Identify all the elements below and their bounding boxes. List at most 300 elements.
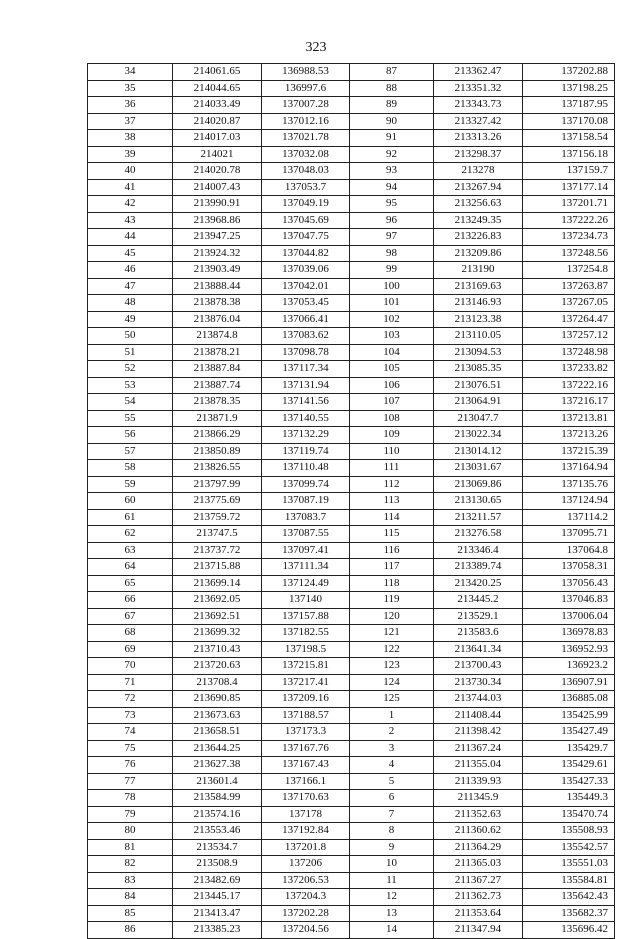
point-number-cell: 116	[350, 542, 434, 559]
x-coordinate-cell: 211367.24	[434, 740, 523, 757]
x-coordinate-cell: 213710.43	[173, 641, 262, 658]
y-coordinate-cell: 137264.47	[523, 311, 615, 328]
y-coordinate-cell: 136907.91	[523, 674, 615, 691]
x-coordinate-cell: 213874.8	[173, 328, 262, 345]
point-number-cell: 103	[350, 328, 434, 345]
y-coordinate-cell: 137213.81	[523, 410, 615, 427]
y-coordinate-cell: 137124.49	[262, 575, 350, 592]
x-coordinate-cell: 213658.51	[173, 724, 262, 741]
y-coordinate-cell: 137215.39	[523, 443, 615, 460]
point-number-cell: 97	[350, 229, 434, 246]
table-row	[88, 526, 615, 543]
y-coordinate-cell: 135542.57	[523, 839, 615, 856]
point-number-cell: 10	[350, 856, 434, 873]
table-row	[88, 608, 615, 625]
x-coordinate-cell: 213644.25	[173, 740, 262, 757]
x-coordinate-cell: 213553.46	[173, 823, 262, 840]
y-coordinate-cell: 137202.88	[523, 64, 615, 81]
y-coordinate-cell: 137177.14	[523, 179, 615, 196]
point-number-cell: 109	[350, 427, 434, 444]
table-row	[88, 922, 615, 939]
table-row	[88, 889, 615, 906]
point-number-cell: 115	[350, 526, 434, 543]
x-coordinate-cell: 213146.93	[434, 295, 523, 312]
x-coordinate-cell: 213876.04	[173, 311, 262, 328]
point-number-cell: 94	[350, 179, 434, 196]
y-coordinate-cell: 137257.12	[523, 328, 615, 345]
y-coordinate-cell: 137099.74	[262, 476, 350, 493]
point-number-cell: 121	[350, 625, 434, 642]
table-row	[88, 674, 615, 691]
y-coordinate-cell: 137042.01	[262, 278, 350, 295]
x-coordinate-cell: 214021	[173, 146, 262, 163]
y-coordinate-cell: 137110.48	[262, 460, 350, 477]
x-coordinate-cell: 213031.67	[434, 460, 523, 477]
point-number-cell: 124	[350, 674, 434, 691]
y-coordinate-cell: 137209.16	[262, 691, 350, 708]
point-number-cell: 92	[350, 146, 434, 163]
x-coordinate-cell: 213190	[434, 262, 523, 279]
point-number-cell: 74	[88, 724, 173, 741]
x-coordinate-cell: 213482.69	[173, 872, 262, 889]
point-number-cell: 107	[350, 394, 434, 411]
x-coordinate-cell: 213130.65	[434, 493, 523, 510]
y-coordinate-cell: 137095.71	[523, 526, 615, 543]
point-number-cell: 39	[88, 146, 173, 163]
y-coordinate-cell: 137173.3	[262, 724, 350, 741]
point-number-cell: 52	[88, 361, 173, 378]
y-coordinate-cell: 137164.94	[523, 460, 615, 477]
x-coordinate-cell: 213720.63	[173, 658, 262, 675]
y-coordinate-cell: 137157.88	[262, 608, 350, 625]
x-coordinate-cell: 211408.44	[434, 707, 523, 724]
table-row	[88, 311, 615, 328]
y-coordinate-cell: 137187.95	[523, 97, 615, 114]
point-number-cell: 41	[88, 179, 173, 196]
x-coordinate-cell: 213362.47	[434, 64, 523, 81]
x-coordinate-cell: 213574.16	[173, 806, 262, 823]
y-coordinate-cell: 137058.31	[523, 559, 615, 576]
table-row	[88, 113, 615, 130]
point-number-cell: 75	[88, 740, 173, 757]
y-coordinate-cell: 137234.73	[523, 229, 615, 246]
point-number-cell: 62	[88, 526, 173, 543]
x-coordinate-cell: 214007.43	[173, 179, 262, 196]
point-number-cell: 68	[88, 625, 173, 642]
x-coordinate-cell: 211339.93	[434, 773, 523, 790]
y-coordinate-cell: 137097.41	[262, 542, 350, 559]
y-coordinate-cell: 137216.17	[523, 394, 615, 411]
y-coordinate-cell: 136885.08	[523, 691, 615, 708]
point-number-cell: 93	[350, 163, 434, 180]
x-coordinate-cell: 213022.34	[434, 427, 523, 444]
y-coordinate-cell: 136988.53	[262, 64, 350, 81]
y-coordinate-cell: 137135.76	[523, 476, 615, 493]
x-coordinate-cell: 214033.49	[173, 97, 262, 114]
y-coordinate-cell: 137222.26	[523, 212, 615, 229]
y-coordinate-cell: 137021.78	[262, 130, 350, 147]
point-number-cell: 114	[350, 509, 434, 526]
x-coordinate-cell: 213968.86	[173, 212, 262, 229]
x-coordinate-cell: 213708.4	[173, 674, 262, 691]
y-coordinate-cell: 137087.19	[262, 493, 350, 510]
point-number-cell: 61	[88, 509, 173, 526]
table-row	[88, 575, 615, 592]
table-row	[88, 443, 615, 460]
x-coordinate-cell: 213878.38	[173, 295, 262, 312]
x-coordinate-cell: 213445.2	[434, 592, 523, 609]
y-coordinate-cell: 136952.93	[523, 641, 615, 658]
x-coordinate-cell: 213641.34	[434, 641, 523, 658]
y-coordinate-cell: 137124.94	[523, 493, 615, 510]
x-coordinate-cell: 213797.99	[173, 476, 262, 493]
table-row	[88, 427, 615, 444]
y-coordinate-cell: 137012.16	[262, 113, 350, 130]
point-number-cell: 58	[88, 460, 173, 477]
x-coordinate-cell: 213744.03	[434, 691, 523, 708]
coordinates-table-body	[88, 64, 615, 939]
x-coordinate-cell: 211347.94	[434, 922, 523, 939]
y-coordinate-cell: 137045.69	[262, 212, 350, 229]
point-number-cell: 86	[88, 922, 173, 939]
y-coordinate-cell: 137254.8	[523, 262, 615, 279]
x-coordinate-cell: 213211.57	[434, 509, 523, 526]
y-coordinate-cell: 135682.37	[523, 905, 615, 922]
point-number-cell: 37	[88, 113, 173, 130]
point-number-cell: 69	[88, 641, 173, 658]
point-number-cell: 55	[88, 410, 173, 427]
point-number-cell: 119	[350, 592, 434, 609]
x-coordinate-cell: 213249.35	[434, 212, 523, 229]
point-number-cell: 113	[350, 493, 434, 510]
table-row	[88, 740, 615, 757]
y-coordinate-cell: 137167.76	[262, 740, 350, 757]
x-coordinate-cell: 213947.25	[173, 229, 262, 246]
table-row	[88, 295, 615, 312]
y-coordinate-cell: 137201.71	[523, 196, 615, 213]
table-row	[88, 64, 615, 81]
page-number: 323	[305, 40, 327, 55]
x-coordinate-cell: 213110.05	[434, 328, 523, 345]
x-coordinate-cell: 213887.84	[173, 361, 262, 378]
x-coordinate-cell: 213715.88	[173, 559, 262, 576]
point-number-cell: 125	[350, 691, 434, 708]
point-number-cell: 100	[350, 278, 434, 295]
table-row	[88, 757, 615, 774]
point-number-cell: 45	[88, 245, 173, 262]
table-row	[88, 212, 615, 229]
point-number-cell: 46	[88, 262, 173, 279]
x-coordinate-cell: 213690.85	[173, 691, 262, 708]
table-row	[88, 179, 615, 196]
x-coordinate-cell: 213673.63	[173, 707, 262, 724]
point-number-cell: 111	[350, 460, 434, 477]
x-coordinate-cell: 213601.4	[173, 773, 262, 790]
point-number-cell: 82	[88, 856, 173, 873]
point-number-cell: 34	[88, 64, 173, 81]
x-coordinate-cell: 213692.51	[173, 608, 262, 625]
y-coordinate-cell: 137087.55	[262, 526, 350, 543]
point-number-cell: 43	[88, 212, 173, 229]
x-coordinate-cell: 211364.29	[434, 839, 523, 856]
x-coordinate-cell: 211353.64	[434, 905, 523, 922]
x-coordinate-cell: 213583.6	[434, 625, 523, 642]
y-coordinate-cell: 137083.7	[262, 509, 350, 526]
y-coordinate-cell: 136923.2	[523, 658, 615, 675]
x-coordinate-cell: 213529.1	[434, 608, 523, 625]
point-number-cell: 54	[88, 394, 173, 411]
point-number-cell: 91	[350, 130, 434, 147]
y-coordinate-cell: 137111.34	[262, 559, 350, 576]
y-coordinate-cell: 137166.1	[262, 773, 350, 790]
table-row	[88, 707, 615, 724]
y-coordinate-cell: 137044.82	[262, 245, 350, 262]
point-number-cell: 53	[88, 377, 173, 394]
point-number-cell: 56	[88, 427, 173, 444]
y-coordinate-cell: 136978.83	[523, 625, 615, 642]
point-number-cell: 95	[350, 196, 434, 213]
x-coordinate-cell: 211345.9	[434, 790, 523, 807]
x-coordinate-cell: 213267.94	[434, 179, 523, 196]
point-number-cell: 73	[88, 707, 173, 724]
table-row	[88, 344, 615, 361]
table-row	[88, 724, 615, 741]
point-number-cell: 36	[88, 97, 173, 114]
point-number-cell: 108	[350, 410, 434, 427]
x-coordinate-cell: 213276.58	[434, 526, 523, 543]
x-coordinate-cell: 211362.73	[434, 889, 523, 906]
table-row	[88, 476, 615, 493]
y-coordinate-cell: 137156.18	[523, 146, 615, 163]
y-coordinate-cell: 137131.94	[262, 377, 350, 394]
y-coordinate-cell: 135449.3	[523, 790, 615, 807]
point-number-cell: 11	[350, 872, 434, 889]
x-coordinate-cell: 213692.05	[173, 592, 262, 609]
x-coordinate-cell: 213094.53	[434, 344, 523, 361]
y-coordinate-cell: 137182.55	[262, 625, 350, 642]
x-coordinate-cell: 213878.35	[173, 394, 262, 411]
point-number-cell: 122	[350, 641, 434, 658]
table-row	[88, 394, 615, 411]
table-row	[88, 80, 615, 97]
x-coordinate-cell: 213445.17	[173, 889, 262, 906]
y-coordinate-cell: 137215.81	[262, 658, 350, 675]
y-coordinate-cell: 135425.99	[523, 707, 615, 724]
x-coordinate-cell: 214020.87	[173, 113, 262, 130]
point-number-cell: 101	[350, 295, 434, 312]
x-coordinate-cell: 213700.43	[434, 658, 523, 675]
x-coordinate-cell: 213123.38	[434, 311, 523, 328]
y-coordinate-cell: 137007.28	[262, 97, 350, 114]
point-number-cell: 48	[88, 295, 173, 312]
x-coordinate-cell: 214044.65	[173, 80, 262, 97]
x-coordinate-cell: 211360.62	[434, 823, 523, 840]
point-number-cell: 47	[88, 278, 173, 295]
x-coordinate-cell: 213878.21	[173, 344, 262, 361]
x-coordinate-cell: 213413.47	[173, 905, 262, 922]
x-coordinate-cell: 213389.74	[434, 559, 523, 576]
y-coordinate-cell: 137263.87	[523, 278, 615, 295]
x-coordinate-cell: 213888.44	[173, 278, 262, 295]
x-coordinate-cell: 213866.29	[173, 427, 262, 444]
y-coordinate-cell: 135470.74	[523, 806, 615, 823]
point-number-cell: 59	[88, 476, 173, 493]
x-coordinate-cell: 213759.72	[173, 509, 262, 526]
y-coordinate-cell: 137159.7	[523, 163, 615, 180]
y-coordinate-cell: 137048.03	[262, 163, 350, 180]
y-coordinate-cell: 135508.93	[523, 823, 615, 840]
y-coordinate-cell: 135429.61	[523, 757, 615, 774]
y-coordinate-cell: 137132.29	[262, 427, 350, 444]
table-row	[88, 625, 615, 642]
y-coordinate-cell: 137006.04	[523, 608, 615, 625]
y-coordinate-cell: 135429.7	[523, 740, 615, 757]
x-coordinate-cell: 213076.51	[434, 377, 523, 394]
y-coordinate-cell: 137248.56	[523, 245, 615, 262]
y-coordinate-cell: 137053.45	[262, 295, 350, 312]
x-coordinate-cell: 213826.55	[173, 460, 262, 477]
y-coordinate-cell: 137170.63	[262, 790, 350, 807]
y-coordinate-cell: 137222.16	[523, 377, 615, 394]
x-coordinate-cell: 213014.12	[434, 443, 523, 460]
x-coordinate-cell: 213420.25	[434, 575, 523, 592]
y-coordinate-cell: 137204.56	[262, 922, 350, 939]
table-row	[88, 328, 615, 345]
table-row	[88, 410, 615, 427]
table-row	[88, 460, 615, 477]
x-coordinate-cell: 214017.03	[173, 130, 262, 147]
x-coordinate-cell: 211355.04	[434, 757, 523, 774]
y-coordinate-cell: 137198.25	[523, 80, 615, 97]
x-coordinate-cell: 213047.7	[434, 410, 523, 427]
y-coordinate-cell: 137046.83	[523, 592, 615, 609]
point-number-cell: 120	[350, 608, 434, 625]
y-coordinate-cell: 137053.7	[262, 179, 350, 196]
y-coordinate-cell: 137049.19	[262, 196, 350, 213]
point-number-cell: 96	[350, 212, 434, 229]
point-number-cell: 44	[88, 229, 173, 246]
point-number-cell: 76	[88, 757, 173, 774]
table-row	[88, 691, 615, 708]
y-coordinate-cell: 137233.82	[523, 361, 615, 378]
table-row	[88, 559, 615, 576]
point-number-cell: 65	[88, 575, 173, 592]
point-number-cell: 88	[350, 80, 434, 97]
y-coordinate-cell: 137267.05	[523, 295, 615, 312]
y-coordinate-cell: 137056.43	[523, 575, 615, 592]
y-coordinate-cell: 137066.41	[262, 311, 350, 328]
table-row	[88, 146, 615, 163]
table-row	[88, 806, 615, 823]
point-number-cell: 79	[88, 806, 173, 823]
x-coordinate-cell: 213385.23	[173, 922, 262, 939]
y-coordinate-cell: 137188.57	[262, 707, 350, 724]
x-coordinate-cell: 213069.86	[434, 476, 523, 493]
x-coordinate-cell: 213850.89	[173, 443, 262, 460]
point-number-cell: 42	[88, 196, 173, 213]
point-number-cell: 64	[88, 559, 173, 576]
table-row	[88, 542, 615, 559]
table-row	[88, 509, 615, 526]
table-row	[88, 163, 615, 180]
x-coordinate-cell: 213209.86	[434, 245, 523, 262]
table-row	[88, 658, 615, 675]
y-coordinate-cell: 137170.08	[523, 113, 615, 130]
point-number-cell: 71	[88, 674, 173, 691]
x-coordinate-cell: 213351.32	[434, 80, 523, 97]
point-number-cell: 110	[350, 443, 434, 460]
x-coordinate-cell: 213990.91	[173, 196, 262, 213]
point-number-cell: 1	[350, 707, 434, 724]
y-coordinate-cell: 137217.41	[262, 674, 350, 691]
point-number-cell: 13	[350, 905, 434, 922]
y-coordinate-cell: 137083.62	[262, 328, 350, 345]
x-coordinate-cell: 213924.32	[173, 245, 262, 262]
x-coordinate-cell: 211367.27	[434, 872, 523, 889]
table-row	[88, 130, 615, 147]
point-number-cell: 99	[350, 262, 434, 279]
y-coordinate-cell: 135427.33	[523, 773, 615, 790]
table-row	[88, 823, 615, 840]
x-coordinate-cell: 213730.34	[434, 674, 523, 691]
point-number-cell: 90	[350, 113, 434, 130]
point-number-cell: 12	[350, 889, 434, 906]
point-number-cell: 84	[88, 889, 173, 906]
x-coordinate-cell: 213534.7	[173, 839, 262, 856]
y-coordinate-cell: 137141.56	[262, 394, 350, 411]
point-number-cell: 38	[88, 130, 173, 147]
y-coordinate-cell: 137039.06	[262, 262, 350, 279]
point-number-cell: 87	[350, 64, 434, 81]
x-coordinate-cell: 211398.42	[434, 724, 523, 741]
point-number-cell: 83	[88, 872, 173, 889]
table-row	[88, 872, 615, 889]
y-coordinate-cell: 137114.2	[523, 509, 615, 526]
x-coordinate-cell: 213298.37	[434, 146, 523, 163]
point-number-cell: 112	[350, 476, 434, 493]
point-number-cell: 89	[350, 97, 434, 114]
point-number-cell: 117	[350, 559, 434, 576]
x-coordinate-cell: 214061.65	[173, 64, 262, 81]
table-row	[88, 790, 615, 807]
y-coordinate-cell: 135696.42	[523, 922, 615, 939]
x-coordinate-cell: 213775.69	[173, 493, 262, 510]
point-number-cell: 67	[88, 608, 173, 625]
point-number-cell: 8	[350, 823, 434, 840]
point-number-cell: 49	[88, 311, 173, 328]
x-coordinate-cell: 213737.72	[173, 542, 262, 559]
table-row	[88, 97, 615, 114]
x-coordinate-cell: 213747.5	[173, 526, 262, 543]
table-row	[88, 493, 615, 510]
point-number-cell: 35	[88, 80, 173, 97]
table-row	[88, 278, 615, 295]
table-row	[88, 905, 615, 922]
x-coordinate-cell: 213256.63	[434, 196, 523, 213]
x-coordinate-cell: 213887.74	[173, 377, 262, 394]
point-number-cell: 6	[350, 790, 434, 807]
point-number-cell: 2	[350, 724, 434, 741]
point-number-cell: 40	[88, 163, 173, 180]
y-coordinate-cell: 137206	[262, 856, 350, 873]
table-row	[88, 592, 615, 609]
x-coordinate-cell: 213903.49	[173, 262, 262, 279]
x-coordinate-cell: 213343.73	[434, 97, 523, 114]
point-number-cell: 7	[350, 806, 434, 823]
x-coordinate-cell: 213327.42	[434, 113, 523, 130]
table-row	[88, 641, 615, 658]
y-coordinate-cell: 135551.03	[523, 856, 615, 873]
